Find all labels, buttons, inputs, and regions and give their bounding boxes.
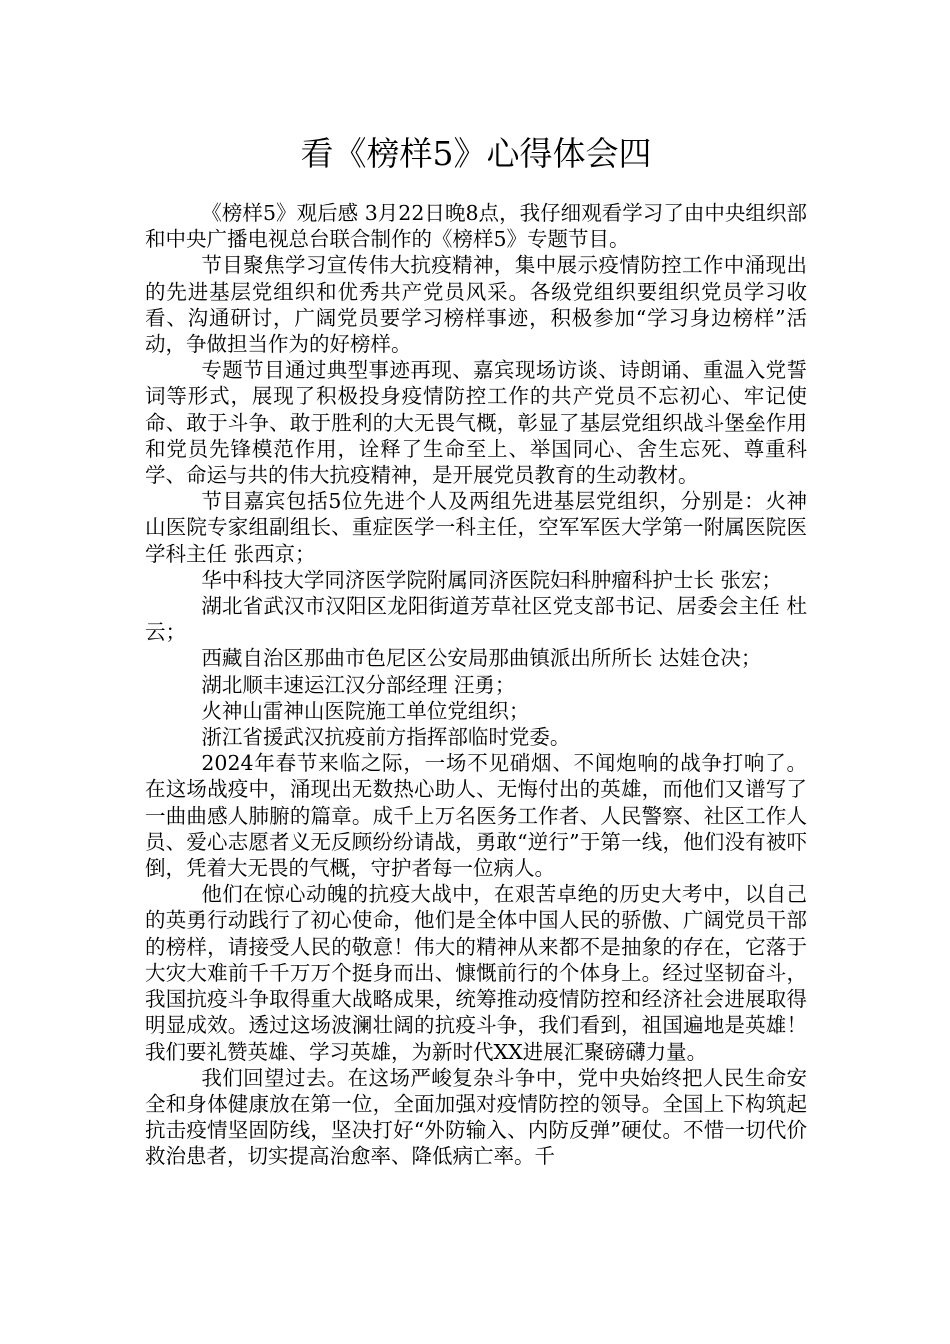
- paragraph-spring-festival: 2024年春节来临之际，一场不见硝烟、不闻炮响的战争打响了。在这场战疫中，涌现出无数热心助人、无悔付出的英雄，而他们又谱写了一曲曲感人肺腑的篇章。成千上万名医务工作者、人民警察、社区工作人员、爱心志愿者义无反顾纷纷请战，勇敢“逆行”于第一线，他们没有被吓倒，凭着大无畏的气概，守护者每一位病人。: [145, 751, 807, 881]
- paragraph-guest-du-yun: 湖北省武汉市汉阳区龙阳街道芳草社区党支部书记、居委会主任 杜云；: [145, 594, 807, 645]
- paragraph-guest-dawa: 西藏自治区那曲市色尼区公安局那曲镇派出所所长 达娃仓决；: [201, 646, 762, 671]
- paragraph-looking-back: 我们回望过去。在这场严峻复杂斗争中，党中央始终把人民生命安全和身体健康放在第一位，全面加强对疫情防控的领导。全国上下构筑起抗击疫情坚固防线，坚决打好“外防输入、内防反弹”硬仗。不惜一切代价救治患者，切实提高治愈率、降低病亡率。千: [145, 1065, 807, 1169]
- paragraph-guest-zhejiang: 浙江省援武汉抗疫前方指挥部临时党委。: [201, 725, 571, 750]
- paragraph-program-format: 专题节目通过典型事迹再现、嘉宾现场访谈、诗朗诵、重温入党誓词等形式，展现了积极投身疫情防控工作的共产党员不忘初心、牢记使命、敢于斗争、敢于胜利的大无畏气概，彰显了基层党组织战斗堡垒作用和党员先锋模范作用，诠释了生命至上、举国同心、舍生忘死、尊重科学、命运与共的伟大抗疫精神，是开展党员教育的生动教材。: [145, 358, 807, 488]
- paragraph-guests: 节目嘉宾包括5位先进个人及两组先进基层党组织，分别是：火神山医院专家组副组长、重症医学一科主任，空军军医大学第一附属医院医学科主任 张西京；: [145, 489, 807, 566]
- document-title: 看《榜样5》心得体会四: [300, 134, 652, 173]
- paragraph-guest-zhang-hong: 华中科技大学同济医学院附属同济医院妇科肿瘤科护士长 张宏；: [201, 567, 782, 592]
- paragraph-guest-construction: 火神山雷神山医院施工单位党组织；: [201, 698, 530, 723]
- paragraph-heroes: 他们在惊心动魄的抗疫大战中，在艰苦卓绝的历史大考中，以自己的英勇行动践行了初心使命，他们是全体中国人民的骄傲、广阔党员干部的榜样，请接受人民的敬意！伟大的精神从来都不是抽象的存在，它落于大灾大难前千千万万个挺身而出、慷慨前行的个体身上。经过坚韧奋斗，我国抗疫斗争取得重大战略成果，统筹推动疫情防控和经济社会进展取得明显成效。透过这场波澜壮阔的抗疫斗争，我们看到，祖国遍地是英雄！我们要礼赞英雄、学习英雄，为新时代XX进展汇聚磅礴力量。: [145, 882, 807, 1064]
- document-page: [145, 0, 807, 1170]
- paragraph-program-focus: 节目聚焦学习宣传伟大抗疫精神，集中展示疫情防控工作中涌现出的先进基层党组织和优秀共产党员风采。各级党组织要组织党员学习收看、沟通研讨，广阔党员要学习榜样事迹，积极参加“学习身边榜样”活动，争做担当作为的好榜样。: [145, 253, 807, 357]
- document-body: [145, 200, 807, 1170]
- paragraph-intro: 《榜样5》观后感 3月22日晚8点，我仔细观看学习了由中央组织部和中央广播电视总台联合制作的《榜样5》专题节目。: [145, 201, 807, 252]
- paragraph-guest-wang-yong: 湖北顺丰速运江汉分部经理 汪勇；: [201, 672, 516, 697]
